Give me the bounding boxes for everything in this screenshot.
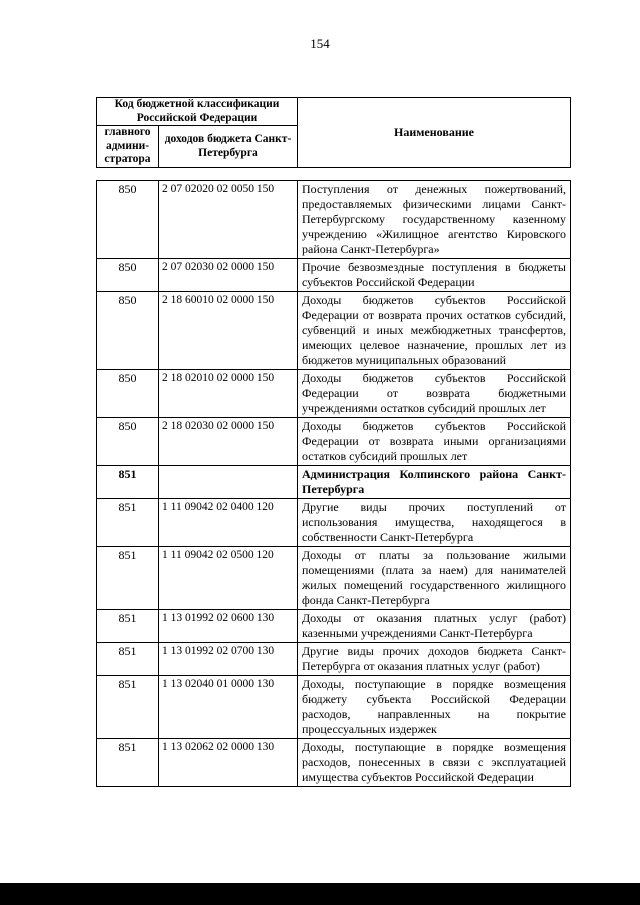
page-number: 154	[310, 36, 330, 51]
table-row	[97, 292, 571, 370]
revenue-name-cell: Доходы от платы за пользование жилыми помещениями (плата за наем) для нанимателей жилых помещений государственного жилищного фонда Санкт-Петербурга	[298, 547, 571, 610]
table-row	[97, 739, 571, 787]
table-row	[97, 610, 571, 643]
admin-code-cell: 851	[97, 643, 159, 676]
revenue-name-cell: Доходы бюджетов субъектов Российской Федерации от возврата прочих остатков субсидий, субвенций и иных межбюджетных трансфертов, имеющих целевое назначение, прошлых лет из бюджетов муниципальных образований	[298, 292, 571, 370]
revenue-code-cell	[159, 466, 298, 499]
revenue-code-cell: 1 13 02062 02 0000 130	[159, 739, 298, 787]
admin-code-cell: 850	[97, 418, 159, 466]
table-row	[97, 418, 571, 466]
revenue-name-cell: Поступления от денежных пожертвований, предоставляемых физическими лицами Санкт-Петербургскому государственному казенному учреждению «Жилищное агентство Кировского района Санкт-Петербурга»	[298, 181, 571, 259]
revenue-name-cell: Прочие безвозмездные поступления в бюджеты субъектов Российской Федерации	[298, 259, 571, 292]
admin-column-header: главного админи- стратора	[97, 126, 159, 168]
scan-border	[0, 883, 640, 905]
revenue-code-cell: 2 18 60010 02 0000 150	[159, 292, 298, 370]
admin-code-cell: 851	[97, 676, 159, 739]
admin-code-cell: 850	[97, 370, 159, 418]
revenue-code-cell: 2 18 02010 02 0000 150	[159, 370, 298, 418]
revenue-name-cell: Администрация Колпинского района Санкт-Петербурга	[298, 466, 571, 499]
revenue-code-cell: 1 11 09042 02 0400 120	[159, 499, 298, 547]
revenue-code-cell: 1 13 01992 02 0600 130	[159, 610, 298, 643]
revenue-name-cell: Доходы, поступающие в порядке возмещения бюджету субъекта Российской Федерации расходов, направленных на покрытие процессуальных издержек	[298, 676, 571, 739]
revenue-name-cell: Доходы от оказания платных услуг (работ) казенными учреждениями Санкт-Петербурга	[298, 610, 571, 643]
table-row	[97, 499, 571, 547]
admin-code-cell: 851	[97, 547, 159, 610]
revenue-name-cell: Доходы бюджетов субъектов Российской Федерации от возврата иными организациями остатков субсидий прошлых лет	[298, 418, 571, 466]
table-row	[97, 547, 571, 610]
revenue-code-cell: 1 11 09042 02 0500 120	[159, 547, 298, 610]
table-row	[97, 643, 571, 676]
table-row	[97, 181, 571, 259]
column-header-table	[96, 97, 571, 168]
revenue-name-cell: Доходы, поступающие в порядке возмещения расходов, понесенных в связи с эксплуатацией имущества субъектов Российской Федерации	[298, 739, 571, 787]
admin-code-cell: 850	[97, 181, 159, 259]
revenue-code-cell: 2 18 02030 02 0000 150	[159, 418, 298, 466]
admin-code-cell: 851	[97, 499, 159, 547]
revenue-code-cell: 2 07 02030 02 0000 150	[159, 259, 298, 292]
revenue-name-cell: Другие виды прочих поступлений от использования имущества, находящегося в собственности Санкт-Петербурга	[298, 499, 571, 547]
table-row	[97, 676, 571, 739]
revenue-name-cell: Доходы бюджетов субъектов Российской Федерации от возврата бюджетными учреждениями остатков субсидий прошлых лет	[298, 370, 571, 418]
admin-code-cell: 851	[97, 610, 159, 643]
admin-code-cell: 851	[97, 466, 159, 499]
table-row	[97, 370, 571, 418]
admin-code-cell: 851	[97, 739, 159, 787]
table-row	[97, 259, 571, 292]
revenue-code-cell: 1 13 02040 01 0000 130	[159, 676, 298, 739]
revenue-name-cell: Другие виды прочих доходов бюджета Санкт-Петербурга от оказания платных услуг (работ)	[298, 643, 571, 676]
name-column-header: Наименование	[298, 98, 571, 168]
revenue-code-cell: 2 07 02020 02 0050 150	[159, 181, 298, 259]
table-row	[97, 466, 571, 499]
admin-code-cell: 850	[97, 259, 159, 292]
revenue-code-cell: 1 13 01992 02 0700 130	[159, 643, 298, 676]
revenue-codes-table	[96, 180, 571, 787]
budget-classification-header: Код бюджетной классификации Российской Федерации	[97, 98, 298, 126]
revenue-code-column-header: доходов бюджета Санкт-Петербурга	[159, 126, 298, 168]
admin-code-cell: 850	[97, 292, 159, 370]
